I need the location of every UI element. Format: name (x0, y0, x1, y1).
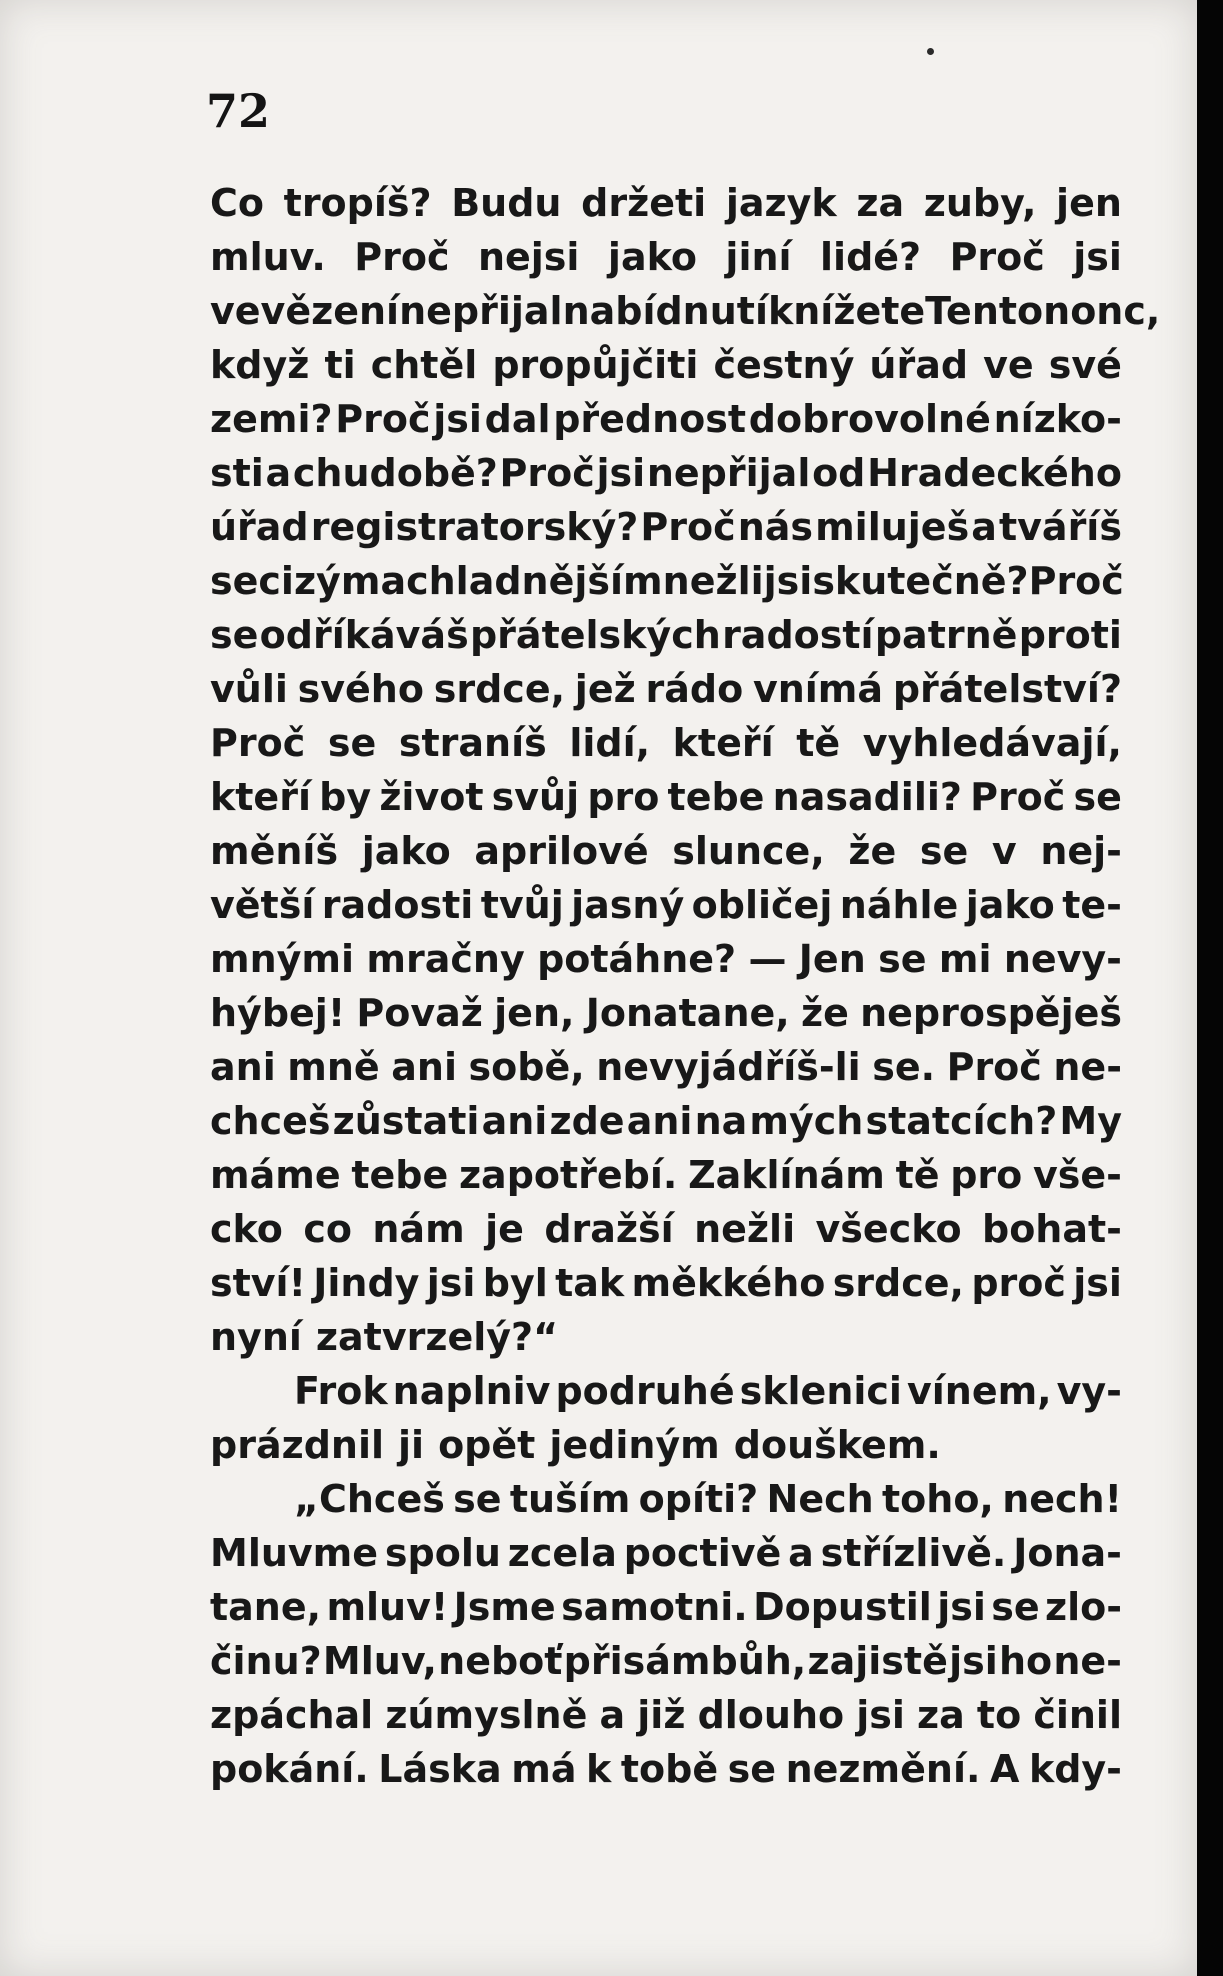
word: nasadili? (772, 775, 962, 819)
word: Mluvme (210, 1531, 379, 1575)
text-line (210, 554, 1122, 608)
word: jen, (494, 991, 575, 1035)
text-line (210, 284, 1161, 338)
word: zúmyslně (385, 1693, 588, 1737)
word: Jen (798, 937, 866, 981)
text-line (210, 1634, 1122, 1688)
word: hýbej! (210, 991, 346, 1035)
word: naplniv (392, 1369, 551, 1413)
text-line (210, 1472, 1122, 1526)
word: radostí (722, 613, 874, 657)
text-line (210, 500, 1122, 554)
word: se (327, 721, 377, 765)
word: straníš (398, 721, 547, 765)
word: máme (210, 1153, 341, 1197)
word: co (303, 1207, 352, 1251)
word: odříkáváš (259, 613, 469, 657)
word: byl (482, 1261, 548, 1305)
word: kdy- (1028, 1747, 1122, 1791)
word: zcela (507, 1531, 617, 1575)
word: potáhne? (537, 937, 737, 981)
word: tebe (351, 1153, 449, 1197)
word: tane, (210, 1585, 322, 1629)
word: se (878, 937, 927, 981)
word: přátelství? (892, 667, 1122, 711)
word: Dopustil (753, 1585, 932, 1629)
word: tuším (509, 1477, 631, 1521)
word: Zaklínám (688, 1153, 885, 1197)
word: na (694, 1099, 748, 1143)
word: jsi (596, 451, 646, 495)
text-line (210, 338, 1122, 392)
word: mračny (366, 937, 525, 981)
text-line (210, 824, 1122, 878)
word: Tentononc, (925, 289, 1161, 333)
word: a (788, 1531, 814, 1575)
word: jsi (937, 1585, 986, 1629)
word: jsi (426, 1261, 476, 1305)
text-line (210, 176, 1122, 230)
word: chladnějším (406, 559, 663, 603)
text-line (210, 608, 1122, 662)
word: nepřijal (399, 289, 563, 333)
word: proč (971, 1261, 1066, 1305)
word: nízko- (993, 397, 1122, 441)
word: spolu (384, 1531, 501, 1575)
word: miluješ (815, 505, 970, 549)
word: a (380, 559, 407, 603)
word: život (379, 775, 484, 819)
page-number: 72 (206, 84, 271, 138)
word: zůstati (332, 1099, 480, 1143)
word: zlo- (1044, 1585, 1122, 1629)
word: zapotřebí. (458, 1153, 678, 1197)
word: Proč (499, 451, 595, 495)
word: pro (587, 775, 660, 819)
word: Proč (335, 397, 431, 441)
word: opět (438, 1423, 536, 1467)
text-line (210, 932, 1122, 986)
word: aprilové (474, 829, 649, 873)
word: A (989, 1747, 1020, 1791)
word: Považ (356, 991, 483, 1035)
word: skutečně? (812, 559, 1029, 603)
word: te- (1062, 883, 1122, 927)
word: Proč (640, 505, 736, 549)
scan-border (1197, 0, 1223, 1976)
word: činil (1033, 1693, 1122, 1737)
word: jen (1056, 181, 1122, 225)
word: jediným (549, 1423, 720, 1467)
word: ji (398, 1423, 425, 1467)
text-line (210, 1202, 1122, 1256)
word: tváříš (998, 505, 1122, 549)
text-line (210, 1040, 1122, 1094)
word: ství! (210, 1261, 306, 1305)
word: Mluv, (322, 1639, 437, 1683)
word: měkkého (631, 1261, 826, 1305)
word: Hradeckého (867, 451, 1122, 495)
word: Jsme (453, 1585, 556, 1629)
word: přisámbůh, (563, 1639, 807, 1683)
text-line (210, 1094, 1122, 1148)
word: vězení (260, 289, 400, 333)
word: slunce, (672, 829, 825, 873)
word: všecko (815, 1207, 962, 1251)
word: statcích? (865, 1099, 1058, 1143)
word: se (453, 1477, 502, 1521)
word: pokání. (210, 1747, 369, 1791)
word: když (210, 343, 310, 387)
word: rádo (645, 667, 744, 711)
word: zemi? (210, 397, 333, 441)
word: mně (287, 1045, 380, 1089)
word: jsi (1073, 1261, 1122, 1305)
word: „Chceš (294, 1477, 445, 1521)
word: Proč (970, 775, 1066, 819)
word: jež (574, 667, 636, 711)
word: proti (1018, 613, 1122, 657)
word: tebe (667, 775, 765, 819)
word: cko (210, 1207, 283, 1251)
word: sklenici (739, 1369, 902, 1413)
word: Proč (949, 235, 1045, 279)
word: Budu (451, 181, 562, 225)
text-line (210, 878, 1122, 932)
word: opíti? (638, 1477, 759, 1521)
word: své (1048, 343, 1122, 387)
word: nejsi (477, 235, 580, 279)
text-line (210, 1580, 1122, 1634)
word: patrně (874, 613, 1018, 657)
word: se (210, 559, 259, 603)
text-line (210, 986, 1122, 1040)
text-line (210, 1418, 1122, 1472)
word: nám (372, 1207, 465, 1251)
word: by (319, 775, 372, 819)
word: svůj (491, 775, 580, 819)
word: ne- (1053, 1639, 1122, 1683)
word: — (748, 937, 787, 981)
word: se (1073, 775, 1122, 819)
word: se (210, 613, 259, 657)
word: a (971, 505, 997, 549)
word: v (991, 829, 1017, 873)
word: podruhé (555, 1369, 735, 1413)
word: Nech (766, 1477, 874, 1521)
word: tropíš? (283, 181, 432, 225)
word: jsi (949, 1639, 998, 1683)
word: čestný (713, 343, 855, 387)
word: jako (965, 883, 1055, 927)
word: Proč (210, 721, 306, 765)
word: že (800, 991, 849, 1035)
word: nabídnutí (562, 289, 768, 333)
word: chceš (210, 1099, 331, 1143)
word: Frok (294, 1369, 388, 1413)
word: cizým (258, 559, 381, 603)
word: tvůj (480, 883, 564, 927)
word: chtěl (370, 343, 478, 387)
text-line (210, 1526, 1122, 1580)
word: ani (481, 1099, 548, 1143)
word: přednost (553, 397, 747, 441)
word: jasný (571, 883, 685, 927)
word: dobrovolné (748, 397, 991, 441)
word: vnímá (752, 667, 884, 711)
word: Láska (378, 1747, 502, 1791)
word: to (976, 1693, 1022, 1737)
word: nevy- (1003, 937, 1122, 981)
text-line (210, 392, 1122, 446)
word: nežli (694, 1207, 796, 1251)
word: radosti (321, 883, 474, 927)
word: nyní (210, 1315, 302, 1359)
word: vše- (1032, 1153, 1122, 1197)
word: ne- (1053, 1045, 1122, 1089)
word: lidé? (820, 235, 922, 279)
word: lidí, (569, 721, 651, 765)
text-line (210, 1256, 1122, 1310)
word: dal (484, 397, 551, 441)
ink-speck (927, 48, 934, 55)
word: sti (210, 451, 264, 495)
body-text (210, 176, 1161, 1796)
word: chudobě? (292, 451, 498, 495)
word: mi (938, 937, 992, 981)
word: zajistě (807, 1639, 948, 1683)
word: mnými (210, 937, 355, 981)
word: propůjčiti (492, 343, 699, 387)
word: mluv. (210, 235, 326, 279)
word: Jonatane, (585, 991, 790, 1035)
word: nevyjádříš-li (596, 1045, 861, 1089)
word: úřad (869, 343, 969, 387)
word: kteří (672, 721, 774, 765)
word: ani (391, 1045, 457, 1089)
word: již (637, 1693, 686, 1737)
word: vínem, (906, 1369, 1052, 1413)
word: tak (555, 1261, 625, 1305)
word: náhle (839, 883, 959, 927)
word: Co (210, 181, 264, 225)
word: vy- (1056, 1369, 1122, 1413)
word: kteří (210, 775, 311, 819)
text-line (210, 230, 1122, 284)
word: se (919, 829, 969, 873)
word: ti (324, 343, 356, 387)
word: dlouho (697, 1693, 845, 1737)
word: sobě, (468, 1045, 585, 1089)
word: pro (950, 1153, 1023, 1197)
word: zde (549, 1099, 625, 1143)
text-line (210, 1688, 1122, 1742)
word: douškem. (733, 1423, 941, 1467)
word: ve (983, 343, 1034, 387)
word: nech! (1002, 1477, 1122, 1521)
word: jazyk (725, 181, 837, 225)
word: nepřijal (646, 451, 811, 495)
word: zuby, (923, 181, 1037, 225)
word: za (856, 181, 905, 225)
word: tě (895, 1153, 940, 1197)
word: samotni. (561, 1585, 748, 1629)
word: přátelských (469, 613, 721, 657)
word: Jona- (1013, 1531, 1122, 1575)
word: neprospěješ (860, 991, 1122, 1035)
text-line (210, 1364, 1122, 1418)
word: toho, (882, 1477, 994, 1521)
word: jsi (763, 559, 813, 603)
word: poctivě (623, 1531, 782, 1575)
text-line (210, 662, 1122, 716)
word: a (265, 451, 292, 495)
word: úřad (210, 505, 309, 549)
word: nežli (662, 559, 764, 603)
word: ani (626, 1099, 693, 1143)
word: je (485, 1207, 524, 1251)
word: mluv! (326, 1585, 449, 1629)
word: svého (297, 667, 424, 711)
word: tě (796, 721, 841, 765)
word: mých (749, 1099, 864, 1143)
word: Jindy (313, 1261, 420, 1305)
word: Proč (946, 1045, 1042, 1089)
text-line (210, 1742, 1122, 1796)
text-line (210, 1148, 1122, 1202)
word: že (848, 829, 897, 873)
word: My (1059, 1099, 1122, 1143)
text-line (210, 770, 1122, 824)
word: jsi (433, 397, 482, 441)
word: se (991, 1585, 1040, 1629)
word: větší (210, 883, 315, 927)
word: od (812, 451, 866, 495)
word: střízlivě. (820, 1531, 1007, 1575)
word: za (917, 1693, 965, 1737)
word: knížete (767, 289, 926, 333)
word: ani (210, 1045, 276, 1089)
word: k (586, 1747, 612, 1791)
word: a (599, 1693, 626, 1737)
word: činu? (210, 1639, 322, 1683)
word: tobě (620, 1747, 719, 1791)
word: má (511, 1747, 577, 1791)
word: zatvrzelý?“ (315, 1315, 559, 1359)
word: jako (607, 235, 697, 279)
word: jako (361, 829, 451, 873)
word: vůli (210, 667, 288, 711)
word: jiní (725, 235, 792, 279)
word: ve (210, 289, 261, 333)
word: ho (998, 1639, 1053, 1683)
word: jsi (1073, 235, 1122, 279)
word: držeti (581, 181, 707, 225)
word: vyhledávají, (862, 721, 1122, 765)
word: měníš (210, 829, 339, 873)
word: srdce, (832, 1261, 964, 1305)
word: jsi (856, 1693, 905, 1737)
word: Proč (1028, 559, 1124, 603)
word: nezmění. (785, 1747, 981, 1791)
word: Proč (354, 235, 450, 279)
text-line (210, 1310, 1122, 1364)
word: zpáchal (210, 1693, 374, 1737)
text-line (210, 716, 1122, 770)
word: obličej (691, 883, 833, 927)
word: registratorský? (310, 505, 639, 549)
word: prázdnil (210, 1423, 385, 1467)
word: nej- (1040, 829, 1122, 873)
word: neboť (438, 1639, 563, 1683)
word: nás (737, 505, 814, 549)
word: bohat- (982, 1207, 1122, 1251)
word: dražší (544, 1207, 674, 1251)
word: srdce, (433, 667, 566, 711)
word: se (727, 1747, 777, 1791)
word: se. (872, 1045, 936, 1089)
text-line (210, 446, 1122, 500)
